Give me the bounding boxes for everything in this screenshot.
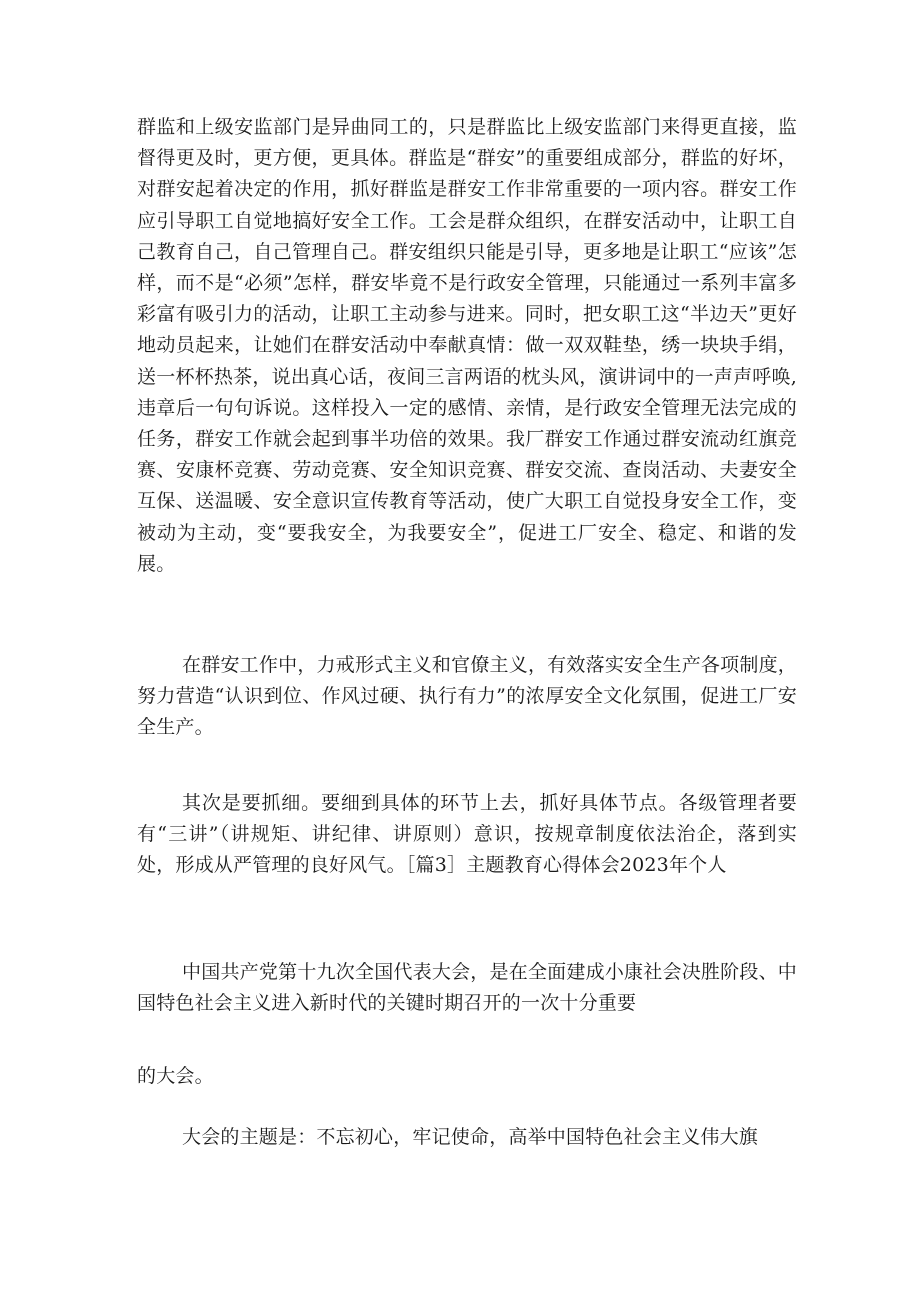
- paragraph-congress-theme: 大会的主题是：不忘初心，牢记使命，高举中国特色社会主义伟大旗: [182, 1126, 759, 1148]
- paragraph-congress-continued: 的大会。: [137, 1065, 214, 1087]
- paragraph-group-safety-supervision: 群监和上级安监部门是异曲同工的，只是群监比上级安监部门来得更直接，监督得更及时，更方便，更具体。群监是“群安”的重要组成部分，群监的好坏，对群安起着决定的作用，抓好群监是群安工作非常重要的一项内容。群安工作应引导职工自觉地搞好安全工作。工会是群众组织，在群安活动中，让职工自己教育自己，自己管理自己。群安组织只能是引导，更多地是让职工“应该”怎样，而不是“必须”怎样，群安毕竟不是行政安全管理，只能通过一系列丰富多彩富有吸引力的活动，让职工主动参与进来。同时，把女职工这“半边天”更好地动员起来，让她们在群安活动中奉献真情：做一双双鞋垫，绣一块块手绢，送一杯杯热茶，说出真心话，夜间三言两语的枕头风，演讲词中的一声声呼唤,违章后一句句诉说。这样投入一定的感情、亲情，是行政安全管理无法完成的任务，群安工作就会起到事半功倍的效果。我厂群安工作通过群安流动红旗竞赛、安康杯竞赛、劳动竞赛、安全知识竞赛、群安交流、查岗活动、夫妻安全互保、送温暖、安全意识宣传教育等活动，使广大职工自觉投身安全工作，变被动为主动，变“要我安全，为我要安全”，促进工厂安全、稳定、和谐的发展。: [137, 116, 797, 575]
- paragraph-be-meticulous: 其次是要抓细。要细到具体的环节上去，抓好具体节点。各级管理者要有“三讲”（讲规矩、讲纪律、讲原则）意识，按规章制度依法治企，落到实处，形成从严管理的良好风气。［篇3］主题教育心得体会2023年个人: [137, 792, 797, 877]
- paragraph-against-formalism: 在群安工作中，力戒形式主义和官僚主义，有效落实安全生产各项制度，努力营造“认识到位、作风过硬、执行有力”的浓厚安全文化氛围，促进工厂安全生产。: [137, 654, 797, 739]
- paragraph-19th-congress: 中国共产党第十九次全国代表大会，是在全面建成小康社会决胜阶段、中国特色社会主义进入新时代的关键时期召开的一次十分重要: [137, 961, 797, 1015]
